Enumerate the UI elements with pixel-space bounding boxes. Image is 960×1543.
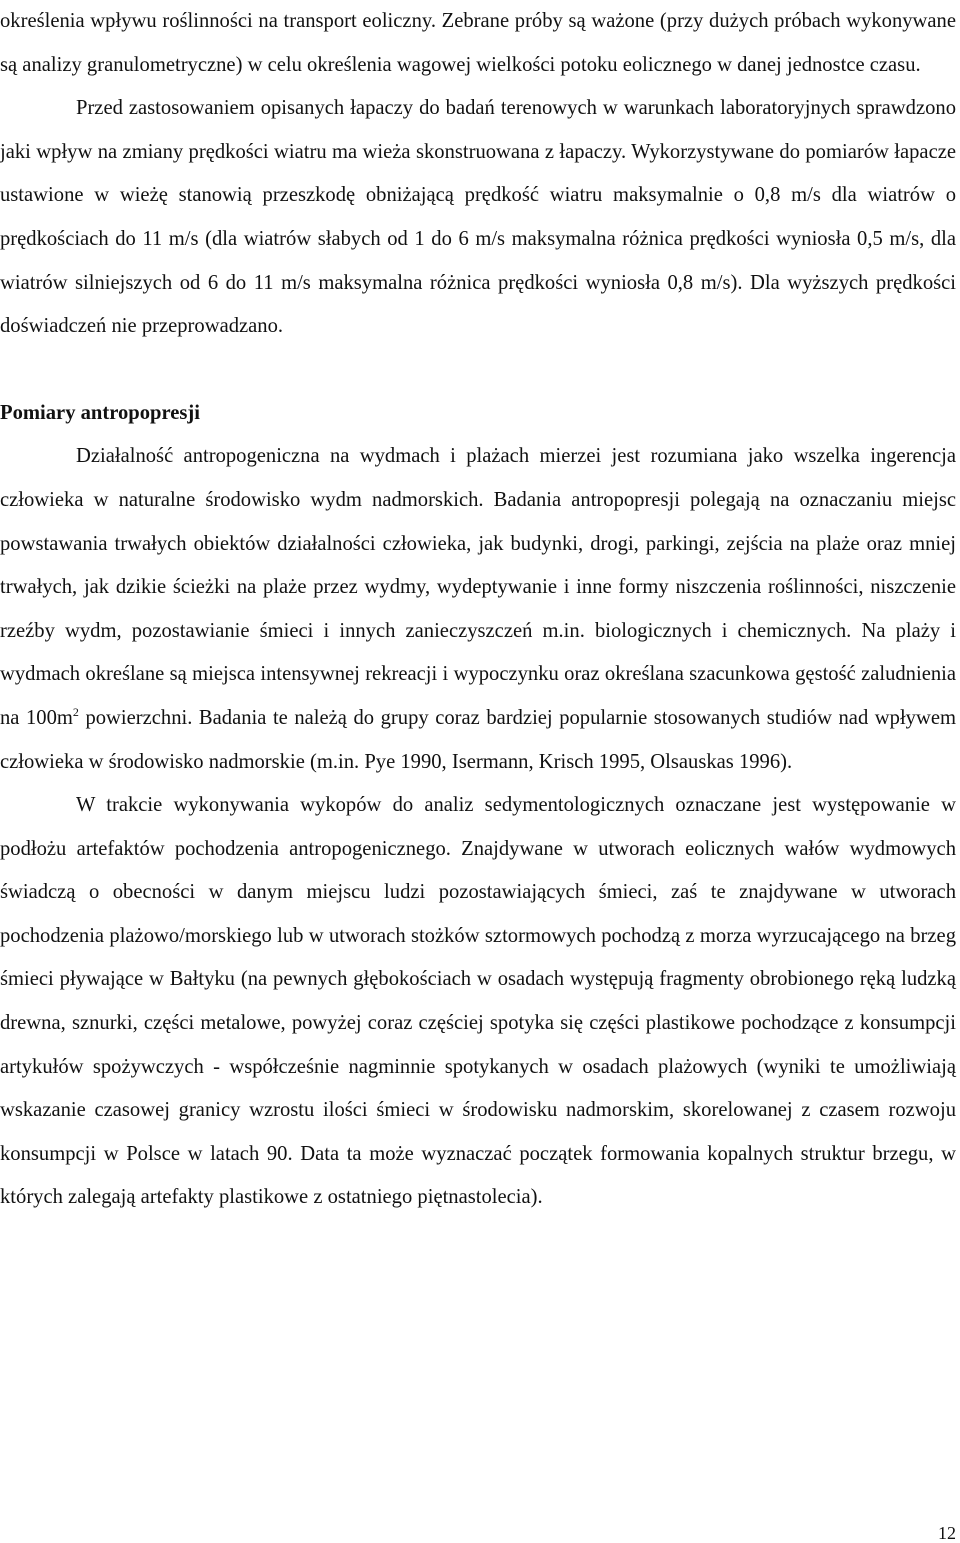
page-number: 12: [938, 1523, 956, 1543]
paragraph-eolian-transport: określenia wpływu roślinności na transport eoliczny. Zebrane próby są ważone (przy dużych próbach wykonywane są analizy granulometryczne) w celu określenia wagowej wielkości potoku eolicznego w danej jednostce czasu.: [0, 10, 956, 76]
paragraph-trap-tower-test: Przed zastosowaniem opisanych łapaczy do badań terenowych w warunkach laboratoryjnych sprawdzono jaki wpływ na zmiany prędkości wiatru ma wieża skonstruowana z łapaczy. Wykorzystywane do pomiarów łapacze ustawione w wieżę stanowią przeszkodę obniżającą prędkość wiatru maksymalnie o 0,8 m/s dla wiatrów o prędkościach do 11 m/s (dla wiatrów słabych od 1 do 6 m/s maksymalna różnica prędkości wyniosła 0,5 m/s, dla wiatrów silniejszych od 6 do 11 m/s maksymalna różnica prędkości wyniosła 0,8 m/s). Dla wyższych prędkości doświadczeń nie przeprowadzano.: [0, 97, 956, 338]
square-meter-superscript: 2: [72, 704, 79, 719]
section-heading-anthropopressure: Pomiary antropopresji: [0, 401, 201, 424]
paragraph-anthropogenic-activity-text-before: Działalność antropogeniczna na wydmach i plażach mierzei jest rozumiana jako wszelka ingerencja człowieka w naturalne środowisko wydm nadmorskich. Badania antropopresji polegają na oznaczaniu miejsc powstawania trwałych obiektów działalności człowieka, jak budynki, drogi, parkingi, zejścia na plaże oraz mniej trwałych, jak dzikie ścieżki na plaże przez wydmy, wydeptywanie i inne formy niszczenia roślinności, niszczenie rzeźby wydm, pozostawianie śmieci i innych zanieczyszczeń m.in. biologicznych i chemicznych. Na plaży i wydmach określane są miejsca intensywnej rekreacji i wypoczynku oraz określana szacunkowa gęstość zaludnienia na 100m: [0, 445, 956, 729]
paragraph-anthropogenic-activity: [0, 435, 956, 784]
paragraph-artifacts-in-deposits: W trakcie wykonywania wykopów do analiz sedymentologicznych oznaczane jest występowanie w podłożu artefaktów pochodzenia antropogenicznego. Znajdywane w utworach eolicznych wałów wydmowych świadczą o obecności w danym miejscu ludzi pozostawiających śmieci, zaś te znajdywane w utworach pochodzenia plażowo/morskiego lub w utworach stożków sztormowych pochodzą z morza wyrzucającego na brzeg śmieci pływające w Bałtyku (na pewnych głębokościach w osadach występują fragmenty obrobionego ręką ludzką drewna, sznurki, części metalowe, powyżej coraz częściej spotyka się części plastikowe pochodzące z konsumpcji artykułów spożywczych - współcześnie nagminnie spotykanych w osadach plażowych (wyniki te umożliwiają wskazanie czasowej granicy wzrostu ilości śmieci w środowisku nadmorskim, skorelowanej z czasem rozwoju konsumpcji w Polsce w latach 90. Data ta może wyznaczać początek formowania kopalnych struktur brzegu, w których zalegają artefakty plastikowe z ostatniego piętnastolecia).: [0, 794, 956, 1209]
paragraph-anthropogenic-activity-text-after: powierzchni. Badania te należą do grupy coraz bardziej popularnie stosowanych studiów nad wpływem człowieka w środowisko nadmorskie (m.in. Pye 1990, Isermann, Krisch 1995, Olsauskas 1996).: [0, 706, 957, 773]
